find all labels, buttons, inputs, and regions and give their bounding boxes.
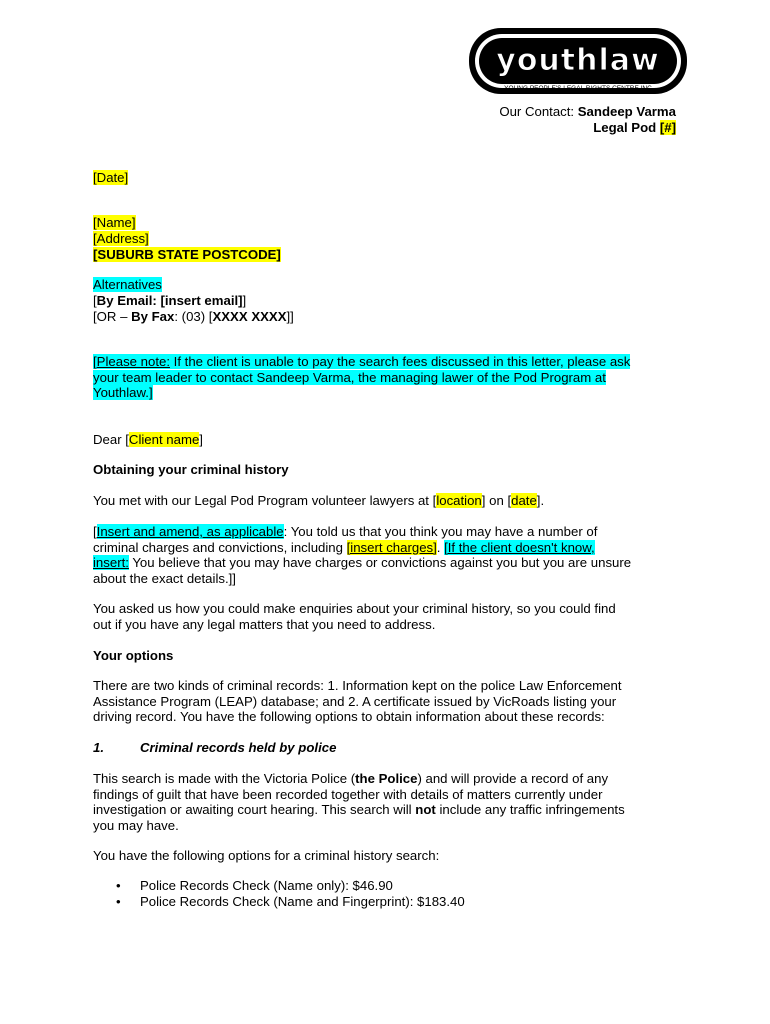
note-line-3 bbox=[93, 385, 683, 401]
bullet-icon: • bbox=[116, 878, 121, 893]
alt-email-line bbox=[93, 293, 246, 309]
fax-value: XXXX XXXX bbox=[212, 309, 287, 324]
insert-prefix: [ bbox=[93, 524, 97, 539]
insert-colon-highlight: insert: bbox=[93, 555, 129, 571]
options-intro: You have the following options for a criminal history search: bbox=[93, 848, 440, 863]
insert-text-2: criminal charges and convictions, including bbox=[93, 539, 347, 555]
salutation-prefix: Dear [ bbox=[93, 432, 129, 447]
records-line-3: driving record. You have the following options to obtain information about these records: bbox=[93, 709, 605, 725]
insert-amend-highlight: Insert and amend, as applicable bbox=[96, 524, 284, 539]
note-label: Please note: bbox=[96, 354, 170, 369]
recipient-suburb bbox=[93, 247, 281, 263]
bullet-icon: • bbox=[116, 894, 121, 909]
heading-obtaining-history: Obtaining your criminal history bbox=[93, 462, 289, 477]
list-item bbox=[116, 894, 465, 910]
met-date-placeholder: date bbox=[511, 493, 537, 508]
list-item bbox=[116, 878, 465, 894]
insert-text-3: . bbox=[436, 539, 445, 555]
options-list bbox=[116, 878, 465, 910]
address-placeholder: [Address] bbox=[93, 231, 149, 246]
search-line-2: findings of guilt that have been recorded together with details of matters currently under bbox=[93, 786, 603, 802]
insert-line-1 bbox=[93, 524, 683, 540]
insert-text-5: about the exact details.]] bbox=[93, 570, 236, 586]
search-line-3 bbox=[93, 802, 683, 818]
recipient-address bbox=[93, 231, 149, 247]
met-suffix: ]. bbox=[536, 493, 545, 508]
email-label: By Email: bbox=[96, 293, 157, 308]
location-placeholder: location bbox=[436, 493, 482, 508]
contact-block bbox=[499, 104, 676, 136]
insert-line-2 bbox=[93, 540, 683, 556]
insert-amend-block bbox=[93, 524, 683, 586]
met-paragraph bbox=[93, 493, 544, 509]
note-text-1: If the client is unable to pay the search fees discussed in this letter, please ask bbox=[170, 354, 631, 369]
letter-date bbox=[93, 170, 128, 186]
the-police-bold: the Police bbox=[355, 771, 418, 786]
met-mid: ] on [ bbox=[481, 493, 512, 508]
records-paragraph bbox=[93, 678, 683, 725]
note-text-3: Youthlaw.] bbox=[93, 385, 153, 401]
date-placeholder: [Date] bbox=[93, 170, 129, 185]
svg-text:youthlaw: youthlaw bbox=[496, 43, 660, 78]
note-text-2: your team leader to contact Sandeep Varma, the managing lawer of the Pod Program at bbox=[93, 369, 606, 385]
email-value: [insert email] bbox=[160, 293, 243, 308]
section-1-title: Criminal records held by police bbox=[140, 740, 337, 755]
search-paragraph bbox=[93, 771, 683, 833]
met-text: You met with our Legal Pod Program volunteer lawyers at [ bbox=[93, 493, 437, 508]
alternatives-label bbox=[93, 277, 162, 293]
client-name-placeholder: Client name bbox=[128, 432, 200, 447]
contact-line bbox=[499, 104, 676, 120]
please-note-block bbox=[93, 354, 683, 401]
client-doesnt-know-highlight: [If the client doesn't know, bbox=[444, 539, 595, 555]
pod-label: Legal Pod bbox=[593, 120, 657, 135]
not-bold: not bbox=[415, 802, 436, 818]
pod-line bbox=[499, 120, 676, 136]
svg-text:YOUNG PEOPLE'S LEGAL RIGHTS CE: YOUNG PEOPLE'S LEGAL RIGHTS CENTRE INC bbox=[504, 85, 652, 92]
enquiries-line-2: out if you have any legal matters that you need to address. bbox=[93, 616, 436, 632]
salutation bbox=[93, 432, 203, 448]
insert-text-4: You believe that you may have charges or convictions against you but you are unsure bbox=[128, 555, 632, 571]
recipient-name bbox=[93, 215, 136, 231]
contact-name: Sandeep Varma bbox=[577, 104, 676, 119]
contact-label: Our Contact: bbox=[499, 104, 575, 119]
alt-fax-line bbox=[93, 309, 294, 325]
fax-suffix: ]] bbox=[286, 309, 294, 324]
heading-your-options: Your options bbox=[93, 648, 174, 663]
name-placeholder: [Name] bbox=[93, 215, 136, 230]
search-text-3c: include any traffic infringements bbox=[435, 802, 625, 818]
search-text-c: ) and will provide a record of any bbox=[417, 771, 609, 786]
search-text-3a: investigation or awaiting court hearing. This search will bbox=[93, 802, 416, 818]
alternatives-text: Alternatives bbox=[93, 277, 162, 292]
records-line-1: There are two kinds of criminal records: 1. Information kept on the police Law Enforcement bbox=[93, 678, 622, 693]
note-prefix: [ bbox=[93, 354, 97, 369]
fax-mid: : (03) [ bbox=[174, 309, 213, 324]
enquiries-paragraph bbox=[93, 601, 683, 632]
note-line-1 bbox=[93, 354, 683, 370]
insert-charges-highlight: [insert charges] bbox=[346, 539, 437, 555]
insert-line-4 bbox=[93, 571, 683, 587]
search-line-4: you may have. bbox=[93, 817, 179, 833]
insert-text-1: : You told us that you think you may have a number of bbox=[283, 524, 598, 539]
salutation-suffix: ] bbox=[199, 432, 203, 447]
fax-label: By Fax bbox=[131, 309, 175, 324]
email-suffix: ] bbox=[242, 293, 247, 308]
insert-line-3 bbox=[93, 555, 683, 571]
email-prefix: [ bbox=[93, 293, 97, 308]
search-line-1 bbox=[93, 771, 683, 787]
enquiries-line-1: You asked us how you could make enquiries about your criminal history, so you could find bbox=[93, 601, 616, 616]
suburb-placeholder: [SUBURB STATE POSTCODE] bbox=[93, 247, 281, 262]
option-text: Police Records Check (Name only): $46.90 bbox=[140, 878, 393, 893]
note-line-2 bbox=[93, 370, 683, 386]
search-text-a: This search is made with the Victoria Police ( bbox=[93, 771, 356, 786]
option-text: Police Records Check (Name and Fingerprint): $183.40 bbox=[140, 894, 465, 909]
pod-value: [#] bbox=[659, 120, 676, 135]
records-line-2: Assistance Program (LEAP) database; and 2. A certificate issued by VicRoads listing your bbox=[93, 693, 617, 709]
section-1-number: 1. bbox=[93, 740, 104, 755]
section-1-heading bbox=[93, 740, 336, 756]
youthlaw-logo bbox=[466, 26, 690, 98]
fax-prefix: [OR – bbox=[93, 309, 132, 324]
